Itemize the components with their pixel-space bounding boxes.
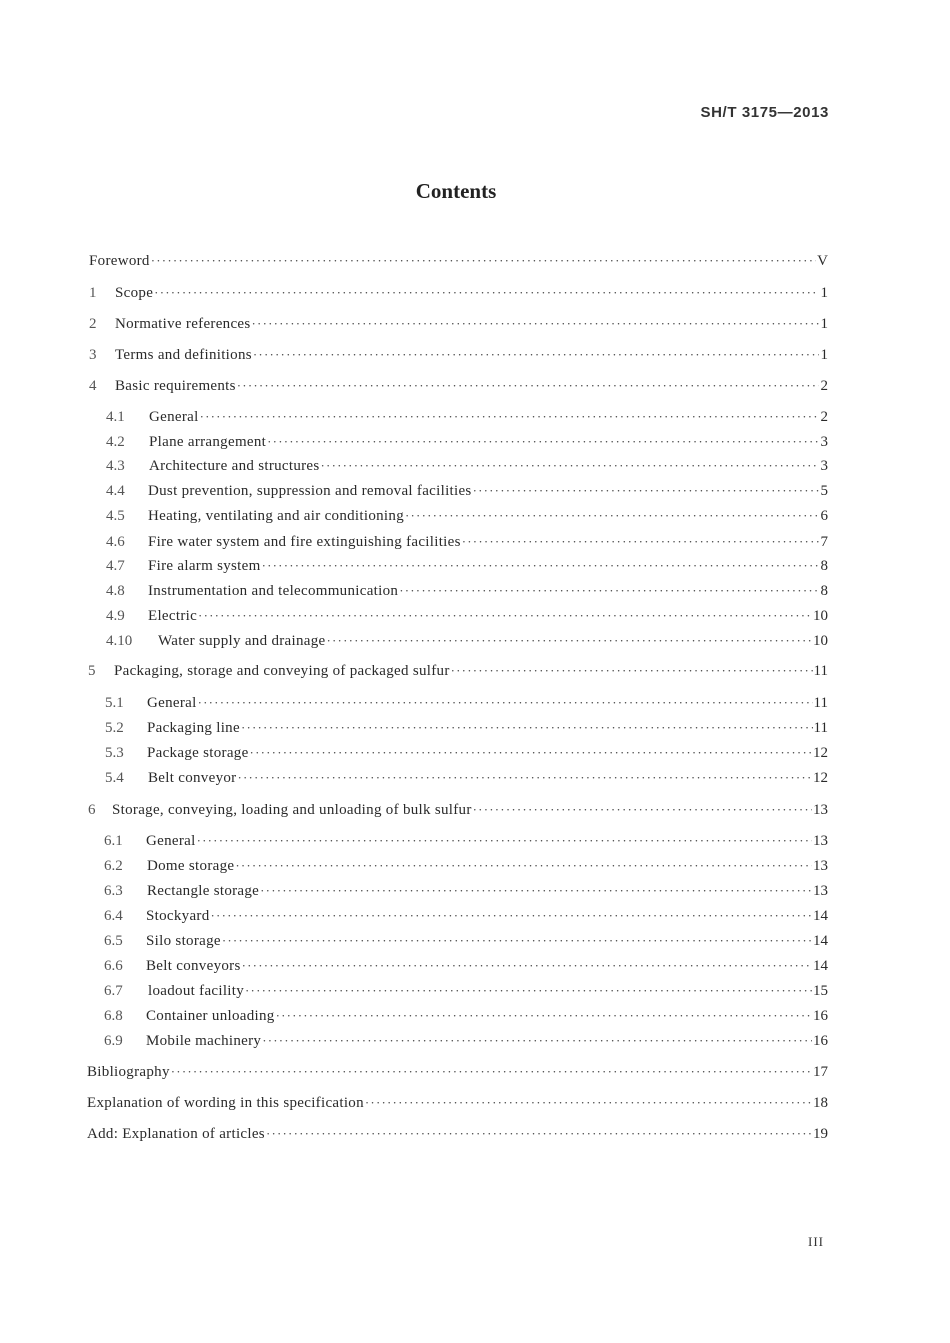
dot-leader: [241, 717, 813, 739]
toc-entry[interactable]: [89, 282, 828, 304]
toc-entry-label: Bibliography: [87, 1064, 170, 1080]
toc-subentry[interactable]: [104, 930, 828, 952]
toc-subentry[interactable]: [104, 855, 828, 877]
toc-entry-page: 14: [813, 958, 828, 974]
toc-subentry[interactable]: [106, 531, 828, 553]
toc-entry-page: 7: [820, 534, 828, 550]
toc-entry[interactable]: [87, 1123, 828, 1145]
toc-entry-page: 2: [820, 409, 828, 425]
toc-entry-label: loadout facility: [148, 983, 245, 999]
dot-leader: [242, 955, 812, 977]
toc-entry-number: 5.2: [105, 720, 124, 736]
toc-entry-label: Container unloading: [146, 1008, 275, 1024]
toc-entry-label: Silo storage: [146, 933, 221, 949]
toc-subentry[interactable]: [104, 905, 828, 927]
dot-leader: [399, 580, 819, 602]
dot-leader: [171, 1061, 812, 1083]
dot-leader: [237, 375, 819, 397]
toc-entry-page: 3: [820, 434, 828, 450]
toc-subentry[interactable]: [106, 605, 828, 627]
toc-entry-label: Rectangle storage: [147, 883, 260, 899]
dot-leader: [200, 406, 819, 428]
toc-entry-page: V: [817, 253, 828, 269]
toc-entry-number: 2: [89, 316, 97, 332]
toc-entry-page: 1: [820, 285, 828, 301]
page-title: Contents: [415, 179, 497, 203]
toc-entry-number: 4.5: [106, 508, 125, 524]
toc-entry-number: 3: [89, 347, 97, 363]
toc-entry-label: Basic requirements: [115, 378, 236, 394]
toc-subentry[interactable]: [104, 955, 828, 977]
dot-leader: [197, 830, 812, 852]
toc-entry-page: 14: [813, 908, 828, 924]
toc-subentry[interactable]: [104, 1030, 828, 1052]
toc-entry[interactable]: [89, 375, 828, 397]
toc-entry-number: 5.4: [105, 770, 124, 786]
toc-entry-page: 12: [813, 745, 828, 761]
dot-leader: [245, 980, 812, 1002]
toc-entry-number: 4.9: [106, 608, 125, 624]
dot-leader: [262, 555, 819, 577]
toc-entry-number: 4.10: [106, 633, 133, 649]
toc-entry-page: 10: [813, 633, 828, 649]
toc-entry-label: Electric: [148, 608, 198, 624]
toc-entry-label: Belt conveyor: [148, 770, 237, 786]
toc-entry-label: Packaging, storage and conveying of packaged sulfur: [114, 663, 450, 679]
toc-subentry[interactable]: [106, 455, 828, 477]
toc-entry-label: Terms and definitions: [115, 347, 252, 363]
toc-entry-number: 4.6: [106, 534, 125, 550]
toc-entry-number: 6.2: [104, 858, 123, 874]
toc-entry[interactable]: [87, 1061, 828, 1083]
toc-subentry[interactable]: [106, 431, 828, 453]
toc-entry-number: 4.8: [106, 583, 125, 599]
toc-entry-label: Instrumentation and telecommunication: [148, 583, 399, 599]
toc-entry-label: Heating, ventilating and air conditioning: [148, 508, 404, 524]
toc-entry-label: Plane arrangement: [149, 434, 267, 450]
toc-entry-number: 4.2: [106, 434, 125, 450]
toc-entry-label: Architecture and structures: [149, 458, 320, 474]
toc-entry-page: 19: [813, 1126, 828, 1142]
toc-entry-page: 5: [820, 483, 828, 499]
toc-entry-page: 13: [813, 802, 828, 818]
toc-entry-number: 6: [88, 802, 96, 818]
toc-entry-page: 2: [820, 378, 828, 394]
toc-entry-number: 6.6: [104, 958, 123, 974]
toc-entry-number: 6.8: [104, 1008, 123, 1024]
toc-entry-number: 5.1: [105, 695, 124, 711]
toc-entry-page: 15: [813, 983, 828, 999]
toc-entry-number: 6.4: [104, 908, 123, 924]
toc-entry-number: 6.1: [104, 833, 123, 849]
toc-entry-page: 12: [813, 770, 828, 786]
toc-entry[interactable]: [88, 799, 828, 821]
dot-leader: [151, 250, 816, 272]
dot-leader: [326, 630, 812, 652]
toc-entry-page: 16: [813, 1033, 828, 1049]
toc-entry-page: 13: [813, 858, 828, 874]
dot-leader: [253, 344, 819, 366]
dot-leader: [267, 431, 819, 453]
dot-leader: [266, 1123, 812, 1145]
dot-leader: [260, 880, 812, 902]
toc-entry-label: Dust prevention, suppression and removal facilities: [148, 483, 472, 499]
toc-entry-page: 10: [813, 608, 828, 624]
toc-entry-number: 4.4: [106, 483, 125, 499]
dot-leader: [237, 767, 812, 789]
toc-entry-label: Water supply and drainage: [158, 633, 326, 649]
dot-leader: [462, 531, 819, 553]
toc-subentry[interactable]: [104, 1005, 828, 1027]
toc-subentry[interactable]: [106, 630, 828, 652]
toc-entry-label: Scope: [115, 285, 154, 301]
toc-subentry[interactable]: [105, 692, 828, 714]
toc-entry-label: Normative references: [115, 316, 251, 332]
toc-entry-label: Fire water system and fire extinguishing facilities: [148, 534, 461, 550]
dot-leader: [405, 505, 819, 527]
toc-subentry[interactable]: [106, 580, 828, 602]
toc-entry-label: Add: Explanation of articles: [87, 1126, 265, 1142]
toc-subentry[interactable]: [106, 406, 828, 428]
toc-entry-number: 5.3: [105, 745, 124, 761]
toc-entry-label: Fire alarm system: [148, 558, 261, 574]
toc-entry-label: Dome storage: [147, 858, 235, 874]
document-code: SH/T 3175—2013: [700, 104, 829, 121]
dot-leader: [198, 605, 812, 627]
page-number: III: [808, 1234, 824, 1249]
dot-leader: [222, 930, 812, 952]
toc-entry-number: 1: [89, 285, 97, 301]
dot-leader: [321, 455, 819, 477]
toc-entry-label: General: [147, 695, 197, 711]
toc-subentry[interactable]: [104, 980, 828, 1002]
toc-entry-page: 6: [820, 508, 828, 524]
toc-entry-page: 11: [813, 695, 828, 711]
dot-leader: [276, 1005, 812, 1027]
dot-leader: [252, 313, 819, 335]
toc-entry-label: Mobile machinery: [146, 1033, 262, 1049]
toc-entry-number: 6.3: [104, 883, 123, 899]
toc-entry-page: 1: [820, 347, 828, 363]
toc-entry-page: 16: [813, 1008, 828, 1024]
toc-entry-number: 5: [88, 663, 96, 679]
toc-entry[interactable]: [87, 1092, 828, 1114]
toc-entry-page: 8: [820, 583, 828, 599]
toc-entry-number: 6.5: [104, 933, 123, 949]
toc-entry-label: Foreword: [89, 253, 150, 269]
toc-entry[interactable]: [89, 250, 828, 272]
toc-entry-page: 13: [813, 833, 828, 849]
toc-entry-page: 8: [820, 558, 828, 574]
toc-entry-label: General: [146, 833, 196, 849]
dot-leader: [211, 905, 812, 927]
toc-entry-number: 6.7: [104, 983, 123, 999]
toc-entry-label: Explanation of wording in this specification: [87, 1095, 364, 1111]
toc-entry-label: Packaging line: [147, 720, 240, 736]
dot-leader: [451, 660, 813, 682]
dot-leader: [235, 855, 812, 877]
toc-subentry[interactable]: [106, 555, 828, 577]
toc-entry-label: General: [149, 409, 199, 425]
toc-entry-page: 18: [813, 1095, 828, 1111]
toc-subentry[interactable]: [105, 767, 828, 789]
toc-subentry[interactable]: [104, 830, 828, 852]
toc-entry-page: 11: [813, 720, 828, 736]
toc-entry-page: 1: [820, 316, 828, 332]
dot-leader: [154, 282, 819, 304]
toc-entry-page: 17: [813, 1064, 828, 1080]
dot-leader: [473, 799, 812, 821]
toc-entry-label: Storage, conveying, loading and unloading of bulk sulfur: [112, 802, 472, 818]
dot-leader: [250, 742, 812, 764]
toc-entry-label: Package storage: [147, 745, 249, 761]
toc-entry-number: 4.1: [106, 409, 125, 425]
toc-subentry[interactable]: [106, 480, 828, 502]
toc-entry-label: Stockyard: [146, 908, 210, 924]
toc-subentry[interactable]: [106, 505, 828, 527]
toc-entry[interactable]: [89, 344, 828, 366]
toc-entry-number: 4: [89, 378, 97, 394]
toc-entry[interactable]: [88, 660, 828, 682]
toc-entry-number: 4.7: [106, 558, 125, 574]
toc-entry-number: 4.3: [106, 458, 125, 474]
toc-entry-page: 14: [813, 933, 828, 949]
dot-leader: [473, 480, 819, 502]
toc-entry-label: Belt conveyors: [146, 958, 241, 974]
toc-subentry[interactable]: [105, 742, 828, 764]
toc-entry[interactable]: [89, 313, 828, 335]
dot-leader: [365, 1092, 812, 1114]
dot-leader: [262, 1030, 812, 1052]
dot-leader: [198, 692, 813, 714]
toc-subentry[interactable]: [105, 717, 828, 739]
toc-entry-page: 13: [813, 883, 828, 899]
toc-subentry[interactable]: [104, 880, 828, 902]
toc-entry-page: 11: [813, 663, 828, 679]
toc-entry-number: 6.9: [104, 1033, 123, 1049]
toc-entry-page: 3: [820, 458, 828, 474]
